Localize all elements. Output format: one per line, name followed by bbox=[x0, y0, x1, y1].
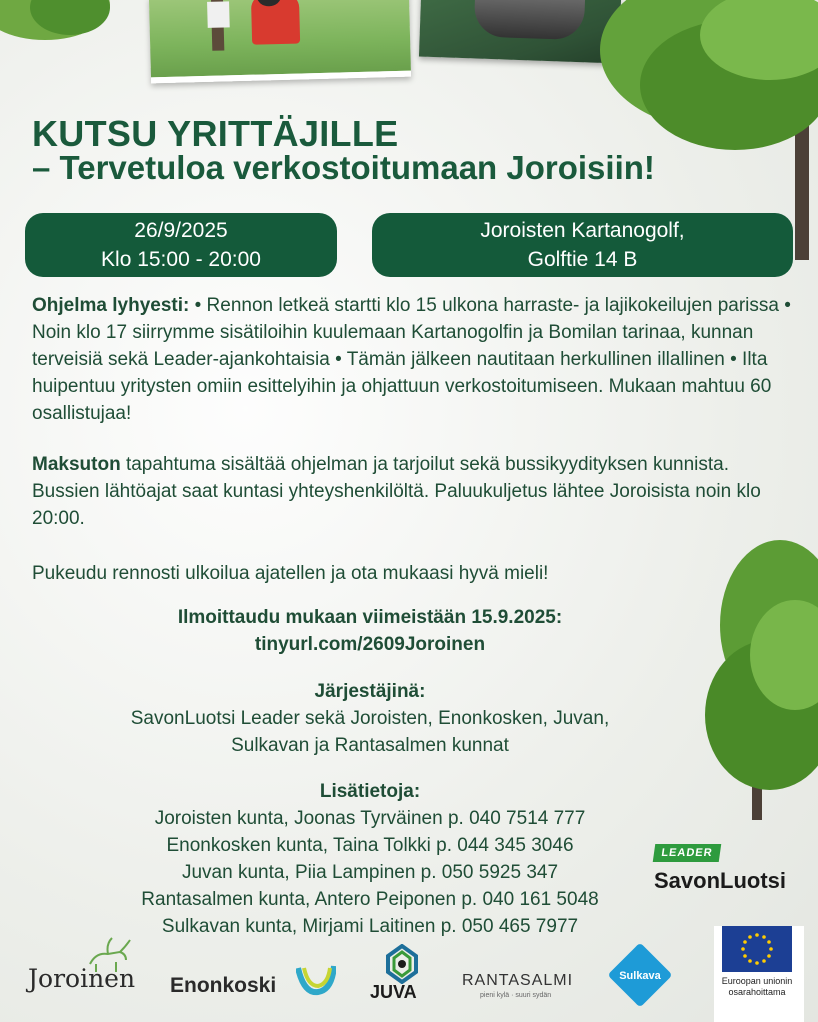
free-label: Maksuton bbox=[32, 454, 121, 475]
golf-photo-left bbox=[149, 0, 411, 83]
event-date-badge bbox=[25, 213, 337, 277]
juva-logo: JUVA bbox=[370, 982, 417, 1002]
page-subtitle: – Tervetuloa verkostoitumaan Joroisiin! bbox=[32, 149, 655, 186]
leader-name: SavonLuotsi bbox=[654, 868, 787, 893]
event-date: 26/9/2025 bbox=[134, 219, 228, 242]
organizers-label: Järjestäjinä: bbox=[314, 681, 426, 702]
contact-juva: Juvan kunta, Piia Lampinen p. 050 5925 347 bbox=[181, 862, 559, 883]
registration-deadline: Ilmoittaudu mukaan viimeistään 15.9.2025: bbox=[177, 607, 563, 628]
free-event-paragraph bbox=[32, 451, 792, 532]
contact-joroinen: Joroisten kunta, Joonas Tyrväinen p. 040 7514 777 bbox=[154, 808, 586, 829]
contact-info-label: Lisätietoja: bbox=[319, 781, 421, 802]
enonkoski-wave-icon bbox=[296, 962, 336, 996]
juva-emblem-icon bbox=[384, 944, 420, 984]
contact-info-block bbox=[0, 778, 740, 940]
sign-board bbox=[207, 1, 230, 28]
eu-funding-logo bbox=[714, 926, 804, 1022]
page-title: KUTSU YRITTÄJILLE bbox=[32, 113, 399, 154]
savonluotsi-leader-logo bbox=[652, 840, 807, 900]
leader-tag: LEADER bbox=[653, 844, 722, 862]
organizers-line-2: Sulkavan ja Rantasalmen kunnat bbox=[231, 735, 509, 756]
contact-sulkava: Sulkavan kunta, Mirjami Laitinen p. 050 465 7977 bbox=[161, 916, 579, 937]
enonkoski-logo: Enonkoski bbox=[170, 974, 277, 997]
organizers-line-1: SavonLuotsi Leader sekä Joroisten, Enonkosken, Juvan, bbox=[130, 708, 610, 729]
joroinen-logo: Joroinen bbox=[28, 964, 136, 993]
sponsor-logo-strip bbox=[0, 930, 818, 1022]
free-text: tapahtuma sisältää ohjelman ja tarjoilut sekä bussikyydityksen kunnista. Bussien lähtöajat saat kuntasi yhteyshenkilöltä. Paluukuljetus lähtee Joroisista noin klo 20:00. bbox=[32, 454, 761, 529]
organizers-block bbox=[0, 678, 740, 759]
eu-funding-text: Euroopan unionin osarahoittama bbox=[721, 976, 793, 997]
program-label: Ohjelma lyhyesti: bbox=[32, 295, 190, 316]
program-text: • Rennon letkeä startti klo 15 ulkona harraste- ja lajikokeilujen parissa • Noin klo 17 siirrymme sisätiloihin kuulemaan Kartanogolfin ja Bomilan tarinaa, kunnan terveisiä sekä Leader-ajankohtaisia • Tämän jälkeen nautitaan herkullinen illallinen • Ilta huipentuu yritysten omiin esittelyihin ja ohjattuun verkostoitumiseen. Mukaan mahtuu 60 osallistujaa! bbox=[32, 295, 791, 424]
event-place-address: Golftie 14 B bbox=[527, 248, 638, 271]
registration-block bbox=[0, 604, 740, 658]
sulkava-logo-text: Sulkava bbox=[619, 970, 661, 982]
person-figure bbox=[251, 0, 300, 45]
event-place-name: Joroisten Kartanogolf, bbox=[480, 219, 685, 242]
eu-flag-icon bbox=[722, 926, 792, 972]
registration-link[interactable]: tinyurl.com/2609Joroinen bbox=[254, 634, 486, 655]
dress-note: Pukeudu rennosti ulkoilua ajatellen ja ota mukaasi hyvä mieli! bbox=[32, 563, 549, 584]
contact-enonkoski: Enonkosken kunta, Taina Tolkki p. 044 345 3046 bbox=[166, 835, 574, 856]
rantasalmi-logo: RANTASALMI bbox=[462, 972, 574, 989]
program-paragraph bbox=[32, 292, 792, 427]
rantasalmi-tagline: pieni kylä · suuri sydän bbox=[480, 992, 552, 999]
event-time: Klo 15:00 - 20:00 bbox=[101, 248, 261, 271]
contact-rantasalmi: Rantasalmen kunta, Antero Peiponen p. 040 161 5048 bbox=[141, 889, 599, 910]
event-location-badge bbox=[372, 213, 793, 277]
golf-photo-right bbox=[419, 0, 621, 63]
golf-club-icon bbox=[474, 0, 586, 40]
sulkava-logo-icon bbox=[603, 938, 677, 1012]
